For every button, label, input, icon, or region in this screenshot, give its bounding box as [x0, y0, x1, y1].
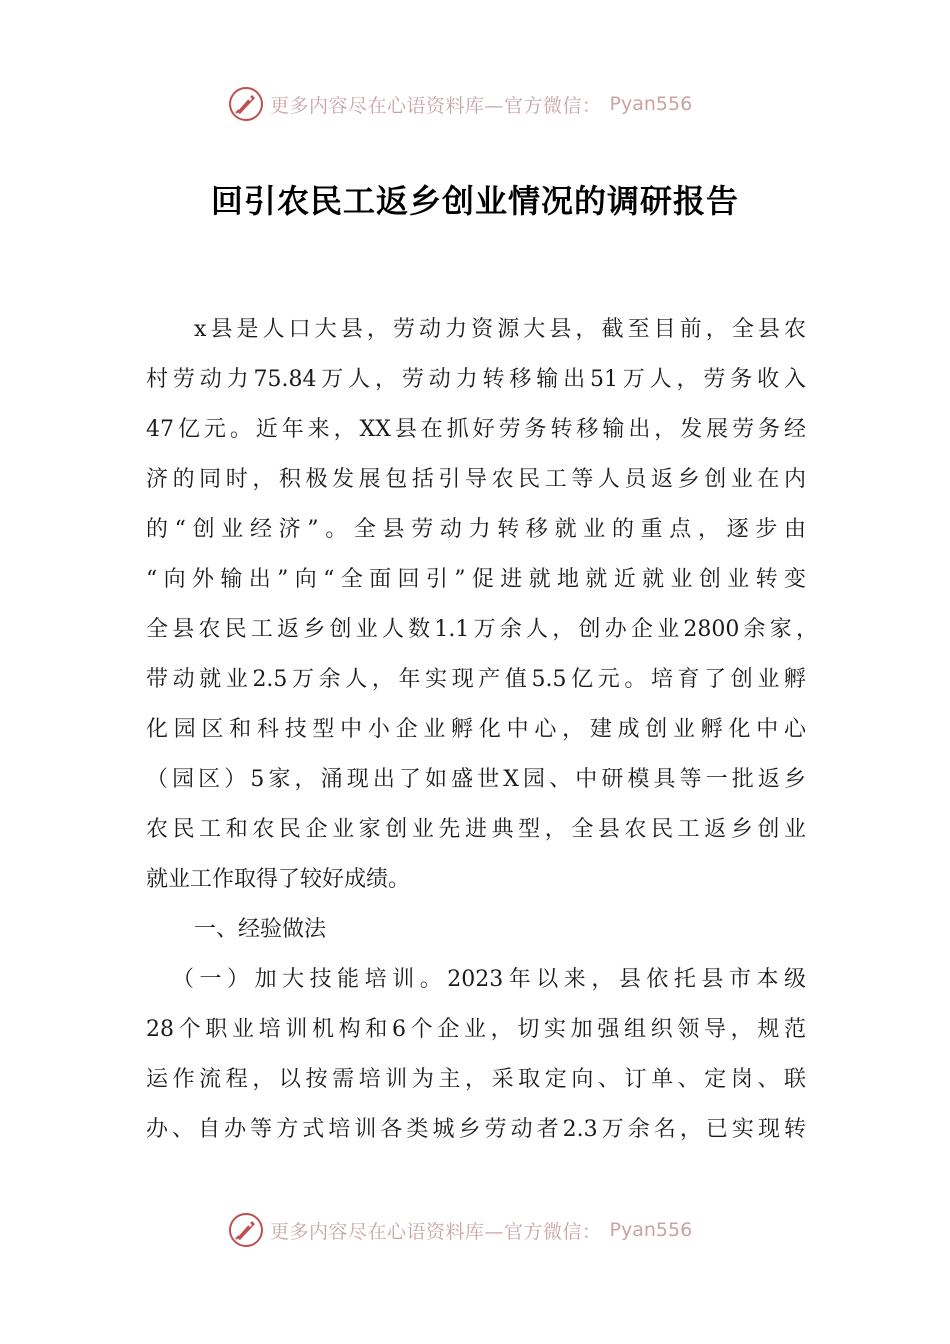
body-line: 带动就业2.5万余人，年实现产值5.5亿元。培育了创业孵: [146, 667, 806, 692]
body-line: （园区）5家，涌现出了如盛世X园、中研模具等一批返乡: [146, 767, 806, 792]
body-line: 就业工作取得了较好成绩。: [146, 867, 411, 892]
body-line: 的“创业经济”。全县劳动力转移就业的重点，逐步由: [146, 517, 806, 542]
banner-wechat-id: Pyan556: [609, 93, 693, 115]
body-line: 化园区和科技型中小企业孵化中心，建成创业孵化中心: [146, 717, 806, 742]
body-line: 47亿元。近年来，XX县在抓好劳务转移输出，发展劳务经: [146, 417, 806, 442]
header-banner: [228, 84, 692, 124]
pen-nib-logo-icon: [228, 1212, 264, 1248]
body-line: “向外输出”向“全面回引”促进就地就近就业创业转变: [146, 567, 806, 592]
body-line: 办、自办等方式培训各类城乡劳动者2.3万余名，已实现转: [146, 1117, 806, 1142]
pen-nib-logo-icon: [228, 86, 264, 122]
subsection-heading-line: （一）加大技能培训。2023年以来，县依托县市本级: [172, 967, 806, 992]
section-heading: 一、经验做法: [194, 917, 327, 942]
banner-text: 更多内容尽在心语资料库—官方微信：: [270, 1220, 602, 1243]
body-line: 村劳动力75.84万人，劳动力转移输出51万人，劳务收入: [146, 367, 806, 392]
body-line: x县是人口大县，劳动力资源大县，截至目前，全县农: [194, 317, 806, 342]
footer-banner: [228, 1210, 692, 1250]
banner-wechat-id: Pyan556: [609, 1219, 693, 1241]
body-line: 济的同时，积极发展包括引导农民工等人员返乡创业在内: [146, 467, 806, 492]
document-title: 回引农民工返乡创业情况的调研报告: [210, 182, 739, 220]
body-line: 运作流程，以按需培训为主，采取定向、订单、定岗、联: [146, 1067, 806, 1092]
body-line: 全县农民工返乡创业人数1.1万余人，创办企业2800余家，: [146, 617, 818, 642]
banner-text: 更多内容尽在心语资料库—官方微信：: [270, 94, 602, 117]
body-line: 28个职业培训机构和6个企业，切实加强组织领导，规范: [146, 1017, 806, 1042]
body-line: 农民工和农民企业家创业先进典型，全县农民工返乡创业: [146, 817, 806, 842]
